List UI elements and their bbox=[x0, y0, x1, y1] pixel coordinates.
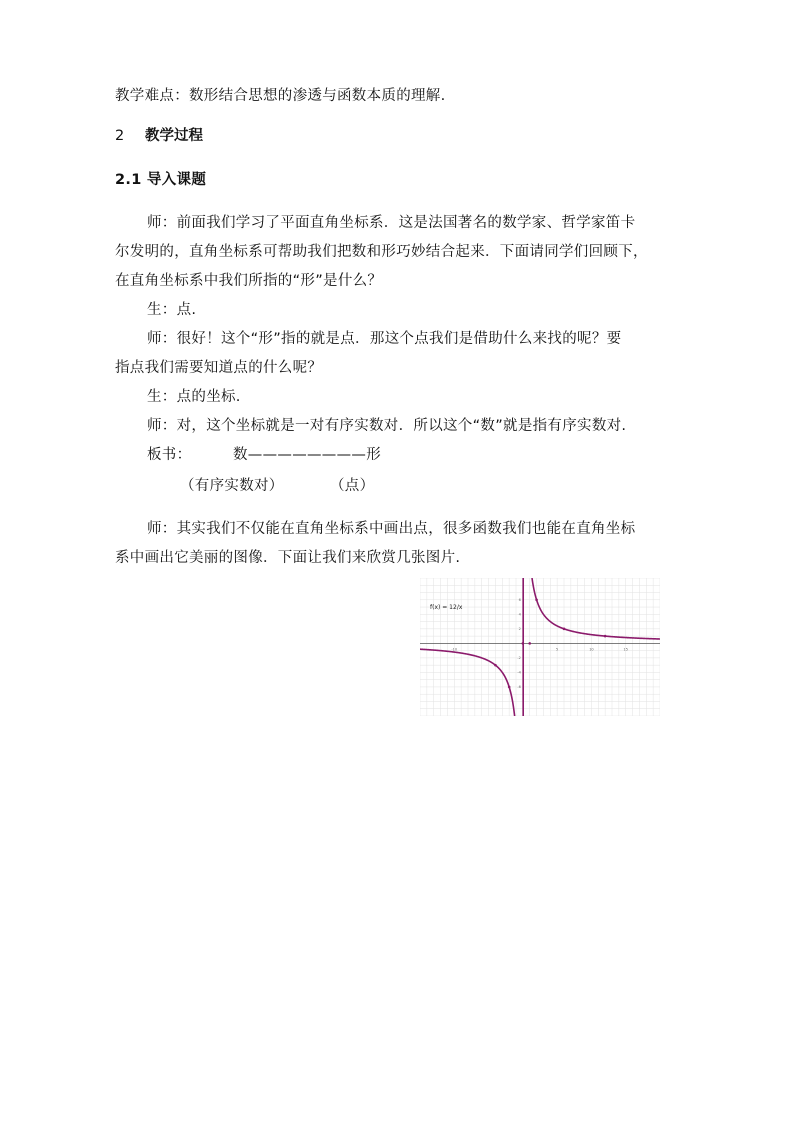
curve-branch-positive bbox=[532, 578, 660, 639]
x-tick-label: 15 bbox=[623, 647, 628, 652]
paragraph-line: 师：对，这个坐标就是一对有序实数对．所以这个“数”就是指有序实数对. bbox=[147, 418, 627, 434]
teaching-difficulty: 教学难点：数形结合思想的渗透与函数本质的理解. bbox=[115, 88, 446, 104]
data-point bbox=[528, 642, 531, 645]
y-tick-label: -4 bbox=[517, 670, 521, 675]
data-point bbox=[508, 686, 511, 689]
y-tick-label: 4 bbox=[518, 612, 521, 617]
y-tick-label: -6 bbox=[517, 685, 521, 690]
function-graph bbox=[420, 578, 660, 716]
paragraph-line: 系中画出它美丽的图像．下面让我们来欣赏几张图片. bbox=[115, 550, 461, 566]
x-tick-label: 10 bbox=[589, 647, 594, 652]
data-point bbox=[563, 628, 566, 631]
paragraph-line: 师：其实我们不仅能在直角坐标系中画出点，很多函数我们也能在直角坐标 bbox=[147, 521, 636, 537]
data-point bbox=[522, 642, 525, 645]
board-line: 数————————形 bbox=[233, 447, 381, 463]
subsection-title: 2.1 导入课题 bbox=[115, 172, 207, 188]
y-tick-label: -2 bbox=[517, 656, 521, 661]
y-tick-label: 2 bbox=[518, 627, 521, 632]
board-label: 板书： bbox=[147, 447, 192, 463]
x-tick-label: 5 bbox=[556, 647, 559, 652]
paragraph-line: 师：很好！这个“形”指的就是点．那这个点我们是借助什么来找的呢？要 bbox=[147, 331, 622, 347]
paragraph-line: 师：前面我们学习了平面直角坐标系．这是法国著名的数学家、哲学家笛卡 bbox=[147, 215, 636, 231]
student-answer: 生：点的坐标. bbox=[147, 389, 241, 405]
data-point bbox=[494, 664, 497, 667]
section-number: 2 bbox=[115, 128, 125, 144]
data-point bbox=[535, 598, 538, 601]
paragraph-line: 尔发明的，直角坐标系可帮助我们把数和形巧妙结合起来．下面请同学们回顾下， bbox=[115, 244, 648, 260]
paragraph-line: 指点我们需要知道点的什么呢？ bbox=[115, 360, 323, 376]
paragraph-line: 在直角坐标系中我们所指的“形”是什么？ bbox=[115, 273, 383, 289]
board-sub-right: （点） bbox=[330, 478, 375, 494]
board-sub-left: （有序实数对） bbox=[180, 478, 284, 494]
function-label: f(x) = 12/x bbox=[430, 604, 463, 611]
data-point bbox=[604, 635, 607, 638]
y-tick-label: 6 bbox=[518, 597, 521, 602]
x-tick-label: -10 bbox=[451, 647, 458, 652]
section-title: 教学过程 bbox=[145, 128, 203, 144]
curve-branch-negative bbox=[420, 578, 531, 716]
student-answer: 生：点. bbox=[147, 302, 197, 318]
